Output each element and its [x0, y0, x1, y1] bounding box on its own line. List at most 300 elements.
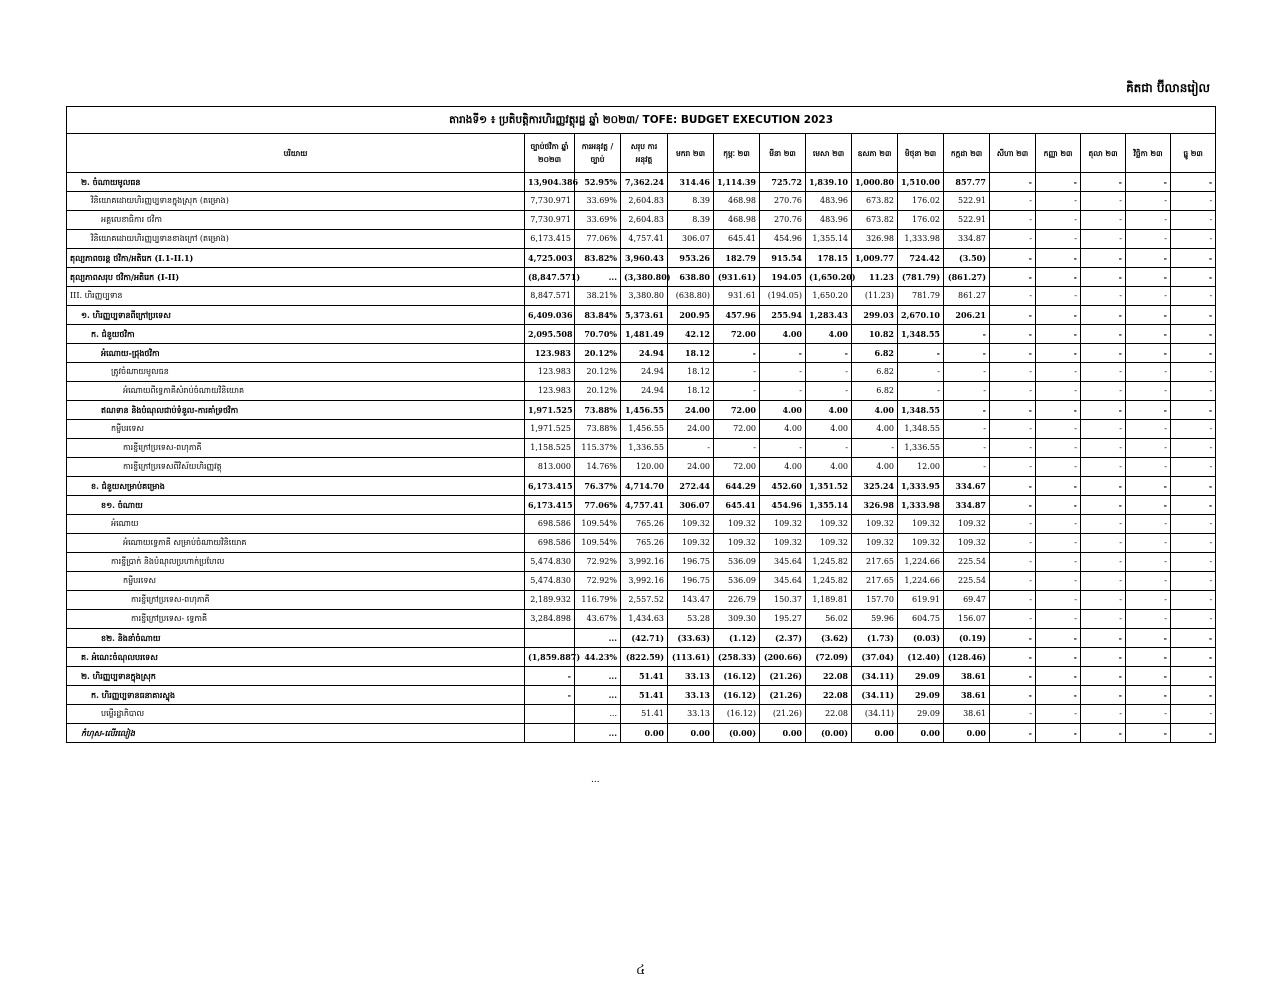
cell-month: -: [760, 344, 806, 363]
cell-percent: 14.76%: [575, 458, 621, 477]
header-row: [67, 134, 1216, 173]
cell-month: -: [1126, 534, 1171, 553]
cell-month: -: [1081, 667, 1126, 686]
cell-month: (200.66): [760, 648, 806, 667]
header-month: មីនា ២៣: [760, 134, 806, 173]
cell-month: -: [1081, 287, 1126, 306]
cell-month: 109.32: [668, 515, 714, 534]
cell-month: -: [1171, 667, 1216, 686]
cell-month: -: [1036, 249, 1081, 268]
cell-month: 1,510.00: [898, 173, 944, 192]
cell-total: 1,456.55: [621, 401, 668, 420]
cell-month: (21.26): [760, 705, 806, 724]
cell-month: -: [1036, 344, 1081, 363]
cell-month: -: [1126, 572, 1171, 591]
cell-month: 109.32: [898, 515, 944, 534]
cell-month: -: [668, 439, 714, 458]
cell-month: 33.13: [668, 686, 714, 705]
cell-percent: 116.79%: [575, 591, 621, 610]
cell-month: (861.27): [944, 268, 990, 287]
unit-note: គិតជា ប៊ីលានរៀល: [1126, 81, 1210, 95]
cell-month: -: [944, 344, 990, 363]
cell-month: 196.75: [668, 553, 714, 572]
cell-month: 109.32: [806, 515, 852, 534]
cell-month: (33.63): [668, 629, 714, 648]
cell-month: -: [1081, 420, 1126, 439]
cell-month: (16.12): [714, 686, 760, 705]
row-label: វិនិយោគដោយហិរញ្ញប្បទានក្នុងស្រុក (តម្រោង): [67, 192, 525, 211]
cell-month: 781.79: [898, 287, 944, 306]
cell-month: (0.00): [806, 724, 852, 743]
cell-month: -: [944, 439, 990, 458]
cell-month: (34.11): [852, 667, 898, 686]
table-row: [67, 667, 1216, 686]
cell-month: -: [1171, 325, 1216, 344]
cell-month: -: [898, 344, 944, 363]
header-month: តុលា ២៣: [1081, 134, 1126, 173]
cell-month: -: [1171, 230, 1216, 249]
cell-percent: 83.82%: [575, 249, 621, 268]
cell-month: 24.00: [668, 401, 714, 420]
row-label: ខ. ជំនួយសម្រាប់គម្រោង: [67, 477, 525, 496]
cell-month: -: [1081, 401, 1126, 420]
table-row: [67, 610, 1216, 629]
cell-month: 4.00: [806, 458, 852, 477]
cell-month: -: [990, 610, 1036, 629]
cell-month: -: [1081, 458, 1126, 477]
row-label: III. ហិរញ្ញប្បទាន: [67, 287, 525, 306]
cell-percent: 33.69%: [575, 211, 621, 230]
cell-month: 0.00: [852, 724, 898, 743]
cell-month: -: [944, 363, 990, 382]
table-row: [67, 686, 1216, 705]
row-label: ការខ្ចីក្រៅប្រទេស- ទ្វេភាគី: [67, 610, 525, 629]
cell-month: -: [1036, 382, 1081, 401]
cell-month: 6.82: [852, 363, 898, 382]
cell-percent: 20.12%: [575, 382, 621, 401]
cell-month: -: [1036, 458, 1081, 477]
cell-budget: 123.983: [525, 344, 575, 363]
cell-month: 4.00: [760, 401, 806, 420]
cell-month: (16.12): [714, 705, 760, 724]
row-label: គ. អំណេះចំណុលបរទេស: [67, 648, 525, 667]
cell-month: -: [1081, 705, 1126, 724]
cell-month: -: [806, 382, 852, 401]
cell-month: (34.11): [852, 686, 898, 705]
cell-month: -: [1171, 496, 1216, 515]
cell-month: -: [1171, 724, 1216, 743]
cell-month: 673.82: [852, 211, 898, 230]
cell-month: -: [1171, 268, 1216, 287]
cell-month: 1,009.77: [852, 249, 898, 268]
cell-month: -: [806, 363, 852, 382]
cell-month: (21.26): [760, 667, 806, 686]
cell-month: 18.12: [668, 363, 714, 382]
cell-percent: 20.12%: [575, 363, 621, 382]
cell-month: (2.37): [760, 629, 806, 648]
cell-month: 326.98: [852, 496, 898, 515]
cell-month: 522.91: [944, 192, 990, 211]
cell-month: (638.80): [668, 287, 714, 306]
cell-month: -: [1126, 610, 1171, 629]
cell-budget: 698.586: [525, 515, 575, 534]
cell-month: -: [1171, 211, 1216, 230]
table-row: [67, 724, 1216, 743]
cell-month: 4.00: [852, 401, 898, 420]
cell-month: -: [1126, 553, 1171, 572]
cell-month: -: [1081, 629, 1126, 648]
cell-month: 457.96: [714, 306, 760, 325]
cell-month: -: [990, 458, 1036, 477]
cell-total: (42.71): [621, 629, 668, 648]
cell-percent: 76.37%: [575, 477, 621, 496]
cell-month: -: [1081, 173, 1126, 192]
cell-month: -: [990, 249, 1036, 268]
cell-month: -: [1171, 420, 1216, 439]
cell-month: -: [990, 667, 1036, 686]
cell-month: -: [1171, 515, 1216, 534]
table-title-row: [67, 107, 1216, 134]
cell-month: 1,355.14: [806, 496, 852, 515]
cell-budget: 13,904.386: [525, 173, 575, 192]
cell-month: 72.00: [714, 401, 760, 420]
cell-budget: 7,730.971: [525, 192, 575, 211]
cell-month: 0.00: [944, 724, 990, 743]
cell-budget: 6,173.415: [525, 496, 575, 515]
cell-month: -: [852, 439, 898, 458]
cell-month: 334.87: [944, 496, 990, 515]
row-label: ក. ហិរញ្ញប្បទានធនាគារស្ទុង: [67, 686, 525, 705]
cell-percent: 72.92%: [575, 553, 621, 572]
tofe-table: [66, 106, 1216, 743]
cell-month: 195.27: [760, 610, 806, 629]
cell-month: -: [1036, 211, 1081, 230]
cell-month: -: [990, 363, 1036, 382]
cell-total: 51.41: [621, 686, 668, 705]
header-month: ធ្នូ ២៣: [1171, 134, 1216, 173]
table-title: តារាងទី១ ៖ ប្រតិបត្តិការហិរញ្ញវត្ថុរដ្ឋ ឆ្នាំ ២០២៣/ TOFE: BUDGET EXECUTION 2023: [67, 107, 1216, 134]
cell-month: -: [1081, 306, 1126, 325]
cell-budget: 5,474.830: [525, 572, 575, 591]
cell-budget: 6,173.415: [525, 477, 575, 496]
cell-month: -: [990, 477, 1036, 496]
cell-month: 109.32: [668, 534, 714, 553]
row-label: បម្លើរដ្ឋាភិបាល: [67, 705, 525, 724]
cell-month: -: [760, 439, 806, 458]
cell-budget: (8,847.571): [525, 268, 575, 287]
cell-budget: 4,725.003: [525, 249, 575, 268]
cell-month: 4.00: [760, 420, 806, 439]
row-label: ខ២. និងនាំចំណាយ: [67, 629, 525, 648]
cell-month: 206.21: [944, 306, 990, 325]
cell-percent: ...: [575, 667, 621, 686]
cell-month: 109.32: [806, 534, 852, 553]
cell-month: -: [1036, 477, 1081, 496]
header-month: វិច្ឆិកា ២៣: [1126, 134, 1171, 173]
cell-month: -: [1036, 610, 1081, 629]
cell-month: -: [1081, 724, 1126, 743]
cell-month: 0.00: [760, 724, 806, 743]
cell-month: 59.96: [852, 610, 898, 629]
cell-month: -: [990, 553, 1036, 572]
cell-month: 1,348.55: [898, 325, 944, 344]
cell-month: -: [1126, 420, 1171, 439]
table-row: [67, 306, 1216, 325]
cell-percent: 109.54%: [575, 515, 621, 534]
cell-month: -: [990, 439, 1036, 458]
header-month: មិថុនា ២៣: [898, 134, 944, 173]
cell-month: -: [1171, 363, 1216, 382]
cell-month: -: [990, 230, 1036, 249]
cell-total: 3,960.43: [621, 249, 668, 268]
cell-month: 18.12: [668, 344, 714, 363]
cell-total: 1,481.49: [621, 325, 668, 344]
cell-total: 4,714.70: [621, 477, 668, 496]
cell-month: -: [1036, 724, 1081, 743]
cell-total: 1,456.55: [621, 420, 668, 439]
cell-month: -: [1171, 686, 1216, 705]
cell-month: 468.98: [714, 211, 760, 230]
page-number: ៤: [636, 963, 646, 978]
cell-budget: 1,158.525: [525, 439, 575, 458]
cell-percent: 44.23%: [575, 648, 621, 667]
cell-month: 1,355.14: [806, 230, 852, 249]
cell-month: 53.28: [668, 610, 714, 629]
cell-month: -: [1081, 325, 1126, 344]
cell-month: 217.65: [852, 572, 898, 591]
table-row: [67, 572, 1216, 591]
cell-month: 468.98: [714, 192, 760, 211]
header-percent: ការអនុវត្ត /ច្បាប់: [575, 134, 621, 173]
cell-month: -: [898, 382, 944, 401]
cell-month: -: [1126, 477, 1171, 496]
cell-month: -: [1126, 724, 1171, 743]
cell-percent: ...: [575, 724, 621, 743]
cell-month: 724.42: [898, 249, 944, 268]
cell-budget: 6,409.036: [525, 306, 575, 325]
cell-month: -: [944, 420, 990, 439]
cell-budget: [525, 705, 575, 724]
cell-month: -: [990, 705, 1036, 724]
cell-month: 1,114.39: [714, 173, 760, 192]
table-row: [67, 363, 1216, 382]
cell-month: 24.00: [668, 458, 714, 477]
cell-total: 2,604.83: [621, 211, 668, 230]
cell-month: 72.00: [714, 325, 760, 344]
cell-month: -: [714, 439, 760, 458]
cell-total: 3,992.16: [621, 572, 668, 591]
cell-month: (113.61): [668, 648, 714, 667]
cell-month: -: [1081, 648, 1126, 667]
cell-month: 644.29: [714, 477, 760, 496]
cell-month: 522.91: [944, 211, 990, 230]
cell-month: 182.79: [714, 249, 760, 268]
cell-percent: 77.06%: [575, 230, 621, 249]
cell-month: -: [1036, 515, 1081, 534]
cell-budget: 698.586: [525, 534, 575, 553]
cell-month: 1,348.55: [898, 401, 944, 420]
cell-budget: [525, 724, 575, 743]
cell-percent: ...: [575, 686, 621, 705]
cell-month: -: [1126, 515, 1171, 534]
cell-month: -: [1036, 553, 1081, 572]
table-row: [67, 287, 1216, 306]
cell-month: 8.39: [668, 211, 714, 230]
cell-month: -: [990, 211, 1036, 230]
cell-month: 226.79: [714, 591, 760, 610]
cell-month: 29.09: [898, 686, 944, 705]
table-row: [67, 534, 1216, 553]
cell-month: 604.75: [898, 610, 944, 629]
cell-month: 69.47: [944, 591, 990, 610]
cell-month: -: [1171, 572, 1216, 591]
cell-month: (1.12): [714, 629, 760, 648]
cell-month: 109.32: [944, 515, 990, 534]
cell-budget: 2,095.508: [525, 325, 575, 344]
cell-month: 953.26: [668, 249, 714, 268]
cell-month: (0.00): [714, 724, 760, 743]
row-label: ខ១. ចំណាយ: [67, 496, 525, 515]
cell-month: -: [990, 496, 1036, 515]
cell-month: -: [944, 382, 990, 401]
cell-month: 196.75: [668, 572, 714, 591]
row-label: ការខ្ចីក្រៅប្រទេស-ពហុភាគី: [67, 439, 525, 458]
cell-month: 309.30: [714, 610, 760, 629]
cell-month: 0.00: [668, 724, 714, 743]
row-label: ការខ្ចីក្រៅប្រទេសពីវិស័យហិរញ្ញវត្ថុ: [67, 458, 525, 477]
cell-month: 176.02: [898, 192, 944, 211]
cell-month: -: [1126, 249, 1171, 268]
cell-month: -: [1126, 287, 1171, 306]
cell-month: 29.09: [898, 667, 944, 686]
cell-month: -: [1081, 572, 1126, 591]
cell-month: 1,224.66: [898, 572, 944, 591]
cell-month: -: [1126, 401, 1171, 420]
cell-total: 24.94: [621, 344, 668, 363]
cell-month: 272.44: [668, 477, 714, 496]
below-table-mark: ...: [591, 775, 600, 785]
cell-month: -: [1081, 192, 1126, 211]
cell-month: -: [990, 173, 1036, 192]
cell-month: 1,000.80: [852, 173, 898, 192]
cell-month: 38.61: [944, 686, 990, 705]
cell-month: -: [990, 648, 1036, 667]
header-total: សរុប ការអនុវត្ត: [621, 134, 668, 173]
cell-month: -: [1081, 610, 1126, 629]
cell-month: 38.61: [944, 667, 990, 686]
cell-budget: 6,173.415: [525, 230, 575, 249]
cell-month: 483.96: [806, 192, 852, 211]
cell-month: 325.24: [852, 477, 898, 496]
table-row: [67, 230, 1216, 249]
row-label: ការខ្ចីក្រៅប្រទេស-ពហុភាគី: [67, 591, 525, 610]
table-row: [67, 192, 1216, 211]
cell-budget: 8,847.571: [525, 287, 575, 306]
cell-percent: 52.95%: [575, 173, 621, 192]
header-budget: ច្បាប់ថវិកា ឆ្នាំ ២០២៣: [525, 134, 575, 173]
cell-month: 72.00: [714, 458, 760, 477]
cell-month: (781.79): [898, 268, 944, 287]
cell-month: -: [1036, 420, 1081, 439]
cell-month: (3.62): [806, 629, 852, 648]
cell-month: 4.00: [760, 325, 806, 344]
cell-month: -: [1081, 686, 1126, 705]
cell-month: -: [990, 686, 1036, 705]
cell-month: 1,245.82: [806, 553, 852, 572]
cell-month: 176.02: [898, 211, 944, 230]
cell-month: 109.32: [852, 515, 898, 534]
cell-month: 536.09: [714, 553, 760, 572]
cell-total: 3,380.80: [621, 287, 668, 306]
cell-total: 765.26: [621, 515, 668, 534]
cell-month: 454.96: [760, 230, 806, 249]
cell-month: -: [1171, 591, 1216, 610]
header-month: កញ្ញា ២៣: [1036, 134, 1081, 173]
cell-month: 645.41: [714, 496, 760, 515]
cell-month: -: [1126, 629, 1171, 648]
cell-month: -: [990, 306, 1036, 325]
cell-month: 225.54: [944, 553, 990, 572]
cell-month: -: [1036, 363, 1081, 382]
header-month: មករា ២៣: [668, 134, 714, 173]
cell-month: -: [1126, 382, 1171, 401]
cell-month: -: [944, 325, 990, 344]
table-row: [67, 344, 1216, 363]
row-label: ក. ជំនួយថវិកា: [67, 325, 525, 344]
cell-month: 673.82: [852, 192, 898, 211]
cell-month: 725.72: [760, 173, 806, 192]
cell-month: 306.07: [668, 230, 714, 249]
row-label: កម្ចីបរទេស: [67, 572, 525, 591]
cell-month: -: [1171, 192, 1216, 211]
header-month: ឧសភា ២៣: [852, 134, 898, 173]
cell-month: 270.76: [760, 192, 806, 211]
row-label: អំណោយពីទ្វេភាគីសំរាប់ចំណាយវិនិយោគ: [67, 382, 525, 401]
row-label: ឥណទាន និងបំណុលជាប់ទំនួល-ការគាំទ្រថវិកា: [67, 401, 525, 420]
cell-month: -: [1036, 287, 1081, 306]
cell-month: -: [990, 591, 1036, 610]
cell-month: 299.03: [852, 306, 898, 325]
cell-month: 217.65: [852, 553, 898, 572]
cell-month: 345.64: [760, 553, 806, 572]
cell-month: -: [1036, 534, 1081, 553]
cell-percent: 83.84%: [575, 306, 621, 325]
cell-month: 194.05: [760, 268, 806, 287]
cell-budget: 7,730.971: [525, 211, 575, 230]
header-month: កុម្ភៈ ២៣: [714, 134, 760, 173]
cell-percent: 70.70%: [575, 325, 621, 344]
row-label: តុល្យភាពសរុប ថវិកា/អតិរេក (I-II): [67, 268, 525, 287]
cell-month: -: [1126, 458, 1171, 477]
cell-month: 4.00: [760, 458, 806, 477]
cell-month: 109.32: [944, 534, 990, 553]
cell-total: 24.94: [621, 382, 668, 401]
cell-month: -: [1126, 344, 1171, 363]
cell-percent: 109.54%: [575, 534, 621, 553]
cell-month: -: [1171, 534, 1216, 553]
table-row: [67, 268, 1216, 287]
cell-month: 225.54: [944, 572, 990, 591]
table-row: [67, 249, 1216, 268]
table-row: [67, 439, 1216, 458]
cell-percent: 115.37%: [575, 439, 621, 458]
table-row: [67, 515, 1216, 534]
cell-month: 6.82: [852, 344, 898, 363]
cell-month: (72.09): [806, 648, 852, 667]
cell-month: 255.94: [760, 306, 806, 325]
cell-month: -: [1036, 572, 1081, 591]
cell-month: -: [1126, 173, 1171, 192]
